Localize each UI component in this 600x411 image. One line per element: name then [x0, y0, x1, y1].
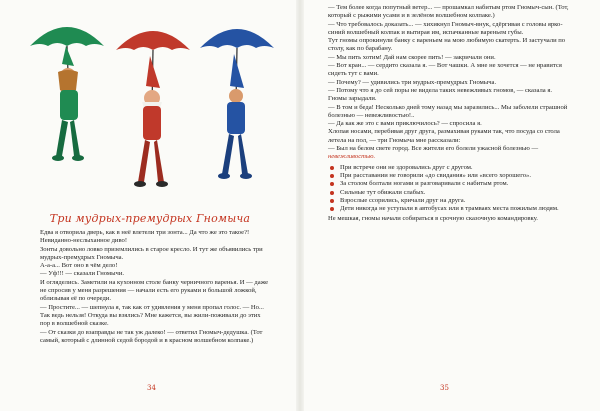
paragraph: Зонты довольно ловко приземлились в старое кресло. И тут же объявились три мудрых-премудрых Гномыча.: [40, 245, 263, 261]
green-gnome-figure: [30, 27, 104, 161]
paragraph: — Уф!!! — сказали Гномычи.: [40, 270, 125, 278]
bullet-item: Дети никогда не уступали в автобусах или в трамваях места пожилым людям.: [328, 205, 572, 213]
paragraph: Тут гномы опрокинули банку с вареньем на мою любимую скатерть. И застучали по столу, как по барабану.: [328, 37, 566, 53]
bullet-item: При расставании не говорили «до свидания» или «всего хорошего».: [328, 172, 572, 180]
paragraph: — Вот кран... — сердито сказала я. — Вот чашки. А мне не хочется — не нравится сидеть тут с вами.: [328, 62, 562, 78]
paragraph: А-а-а... Вот оно в чём дело!: [40, 262, 118, 270]
paragraph: — Тем более когда попутный ветер... — прошамкал набитым ртом Гномыч-сын. (Тот, который с рыжими усами и в зелёном волшебном колпаке.): [328, 4, 569, 20]
page-number-left: 34: [147, 384, 156, 392]
right-page-body-text: [328, 4, 572, 224]
page-number-right: 35: [440, 384, 449, 392]
paragraph: [328, 145, 572, 162]
paragraph: — Потому что я до сей поры не видела таких невежливых гномов, — сказала я.: [328, 86, 553, 94]
closing-paragraph: Не мешкая, гномы начали собираться в срочную сказочную командировку.: [328, 215, 538, 223]
paragraph: — От сказки до взаправды не так уж далеко! — ответил Гномыч-дедушка. (Тот самый, который с длинной седой бородой и в красном волшебном колпаке.): [40, 328, 263, 344]
chapter-title: Три мудрых-премудрых Гномыча: [49, 212, 251, 225]
accent-word: невежливостью.: [328, 153, 376, 161]
blue-gnome-figure: [200, 29, 274, 179]
paragraph: Гномы зарыдали.: [328, 95, 377, 103]
paragraph: Едва я отворила дверь, как в неё влетели три зонта... Да что же это такое?! Невиданно-неслыханное диво!: [40, 229, 250, 245]
bullet-item: Взрослые ссорились, кричали друг на друга.: [328, 197, 572, 205]
paragraph: — Что требовалось доказать... — хихикнул Гномыч-внук, сдёргивая с головы ярко-синий волшебный колпак и вытирая им, испачканные вареньем губы.: [328, 20, 563, 36]
paragraph: — В том и беда! Несколько дней тому назад мы заразились... Мы заболели страшной болезнью — невежливостью!..: [328, 103, 568, 119]
left-page-body-text: [40, 229, 270, 345]
bullet-item: Сильные тут обижали слабых.: [328, 189, 572, 197]
paragraph-text: — Был на белом свете город. Все жители его болели ужасной болезнью —: [328, 145, 539, 153]
paragraph: — Мы пить хотим! Дай нам скорее пить! — закричали они.: [328, 53, 496, 61]
paragraph: — Да как же это с вами приключилось? — спросила я.: [328, 120, 482, 128]
bullet-item: При встрече они не здоровались друг с другом.: [328, 164, 572, 172]
red-gnome-figure: [116, 31, 190, 187]
three-gnomes-with-umbrellas-illustration: [22, 6, 282, 202]
paragraph: — Простите... — шепнула я, так как от удивления у меня пропал голос. — Но... Так ведь нельзя! Откуда вы взялись? Мне кажется, вы жили-поживали до этих пор в волшебной сказке.: [40, 303, 264, 328]
bullet-item: За столом болтали ногами и разговаривали с набитым ртом.: [328, 180, 572, 188]
paragraph: — Почему? — удивились три мудрых-премудрых Гномыча.: [328, 78, 497, 86]
paragraph: Хлопая носами, перебивая друг друга, размахивая руками так, что посуда со стола летела на пол, — три Гномыча мне рассказали:: [328, 128, 560, 144]
paragraph: И огляделись. Заметили на кухонном столе банку черничного варенья. И — даже не спросив у меня разрешения — начали есть его руками и большой ложкой, облизывая её по очереди.: [40, 278, 269, 303]
bullet-list: [328, 164, 572, 214]
